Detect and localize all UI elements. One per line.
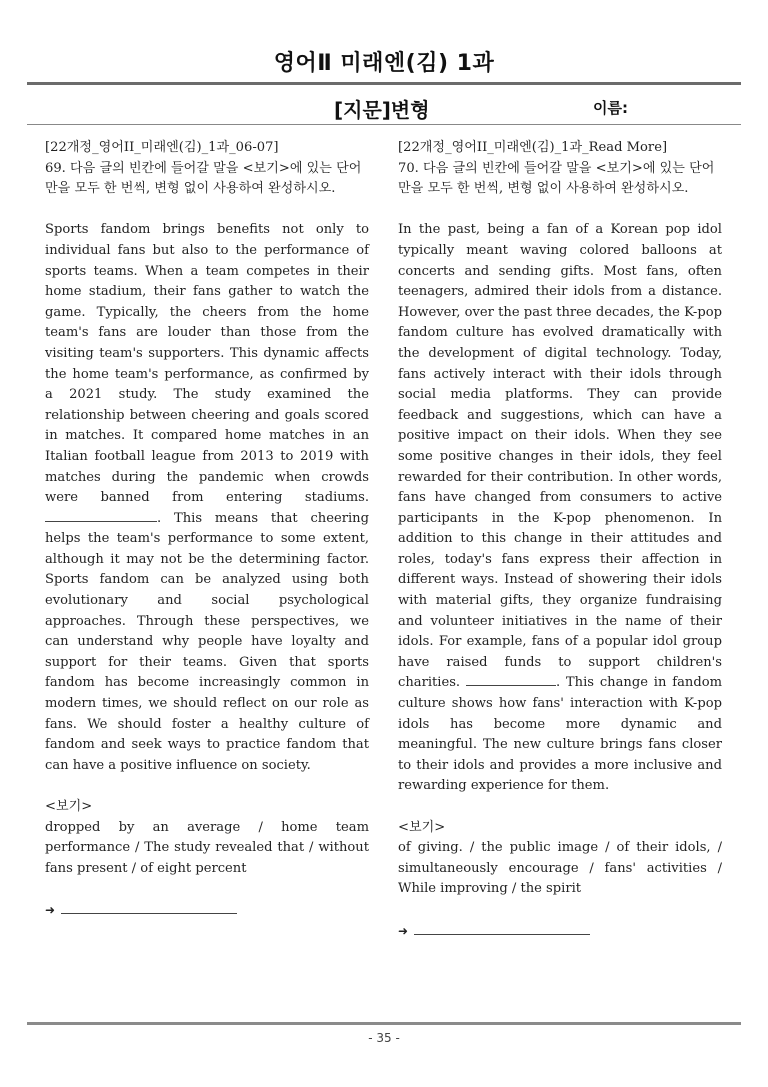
bogi-word-list: of giving. / the public image / of their idols, / simultaneously encourage / fans' activities / While improving / the spirit xyxy=(398,840,722,897)
question-instruction: 70. 다음 글의 빈칸에 들어갈 말을 <보기>에 있는 단어만을 모두 한 번씩, 변형 없이 사용하여 완성하시오. xyxy=(398,160,715,197)
bogi-word-list: dropped by an average / home team performance / The study revealed that / without fans present / of eight percent xyxy=(45,819,369,876)
arrow-icon: ➜ xyxy=(398,923,409,938)
question-70-column xyxy=(398,138,722,942)
answer-line-row xyxy=(45,900,369,922)
passage-text-after: . This change in fandom culture shows how fans' interaction with K-pop idols has become more dynamic and meaningful. The new culture brings fans closer to their idols and provides a more inclusive and rewarding experience for them. xyxy=(398,675,722,794)
question-69-column xyxy=(45,138,369,922)
question-source: [22개정_영어II_미래엔(김)_1과_Read More] xyxy=(398,140,668,155)
footer-divider xyxy=(27,1022,741,1025)
answer-blank xyxy=(45,509,157,522)
title-divider xyxy=(27,82,741,85)
passage-text-after: . This means that cheering helps the team's performance to some extent, although it may not be the determining factor. Sports fandom can be analyzed using both evolutionary and social psychological approaches. Through these perspectives, we can understand why people have loyalty and support for their teams. Given that sports fandom has become increasingly common in modern times, we should reflect on our role as fans. We should foster a healthy culture of fandom and seek ways to practice fandom that can have a positive influence on society. xyxy=(45,510,369,773)
answer-line-row xyxy=(398,921,722,943)
arrow-icon: ➜ xyxy=(45,902,56,917)
question-source: [22개정_영어II_미래엔(김)_1과_06-07] xyxy=(45,140,279,155)
passage-text-before: In the past, being a fan of a Korean pop idol typically meant waving colored balloons at concerts and sending gifts. Most fans, often teenagers, admired their idols from a distance. However, over the past three decades, the K-pop fandom culture has evolved dramatically with the development of digital technology. Today, fans actively interact with their idols through social media platforms. They can provide feedback and suggestions, which can have a positive impact on their idols. When they see some positive changes in their idols, they feel rewarded for their contribution. In other words, fans have changed from consumers to active participants in the K-pop phenomenon. In addition to this change in their attitudes and roles, today's fans express their affection in different ways. Instead of showering their idols with material gifts, they organize fundraising and volunteer initiatives in the name of their idols. For example, fans of a popular idol group have raised funds to support children's charities. xyxy=(398,222,722,691)
answer-write-line[interactable] xyxy=(414,921,590,935)
bogi-label: <보기> xyxy=(398,819,446,835)
passage-text-before: Sports fandom brings benefits not only to individual fans but also to the performance of sports teams. When a team competes in their home stadium, their fans gather to watch the game. Typically, the cheers from the home team's fans are louder than those from the visiting team's supporters. This dynamic affects the home team's performance, as confirmed by a 2021 study. The study examined the relationship between cheering and goals scored in matches. It compared home matches in an Italian football league from 2013 to 2019 with matches during the pandemic when crowds were banned from entering stadiums. xyxy=(45,222,369,506)
bogi-label: <보기> xyxy=(45,799,93,814)
name-label: 이름: xyxy=(593,99,628,117)
page-number: - 35 - xyxy=(368,1031,400,1045)
answer-blank xyxy=(466,673,556,686)
question-passage xyxy=(45,220,369,776)
question-passage xyxy=(398,220,722,797)
question-instruction: 69. 다음 글의 빈칸에 들어갈 말을 <보기>에 있는 단어만을 모두 한 번씩, 변형 없이 사용하여 완성하시오. xyxy=(45,160,362,197)
worksheet-title: 영어Ⅱ 미래엔(김) 1과 xyxy=(273,51,495,76)
header-divider xyxy=(27,124,741,125)
worksheet-subtitle: [지문]변형 xyxy=(334,98,430,122)
answer-write-line[interactable] xyxy=(61,900,237,914)
